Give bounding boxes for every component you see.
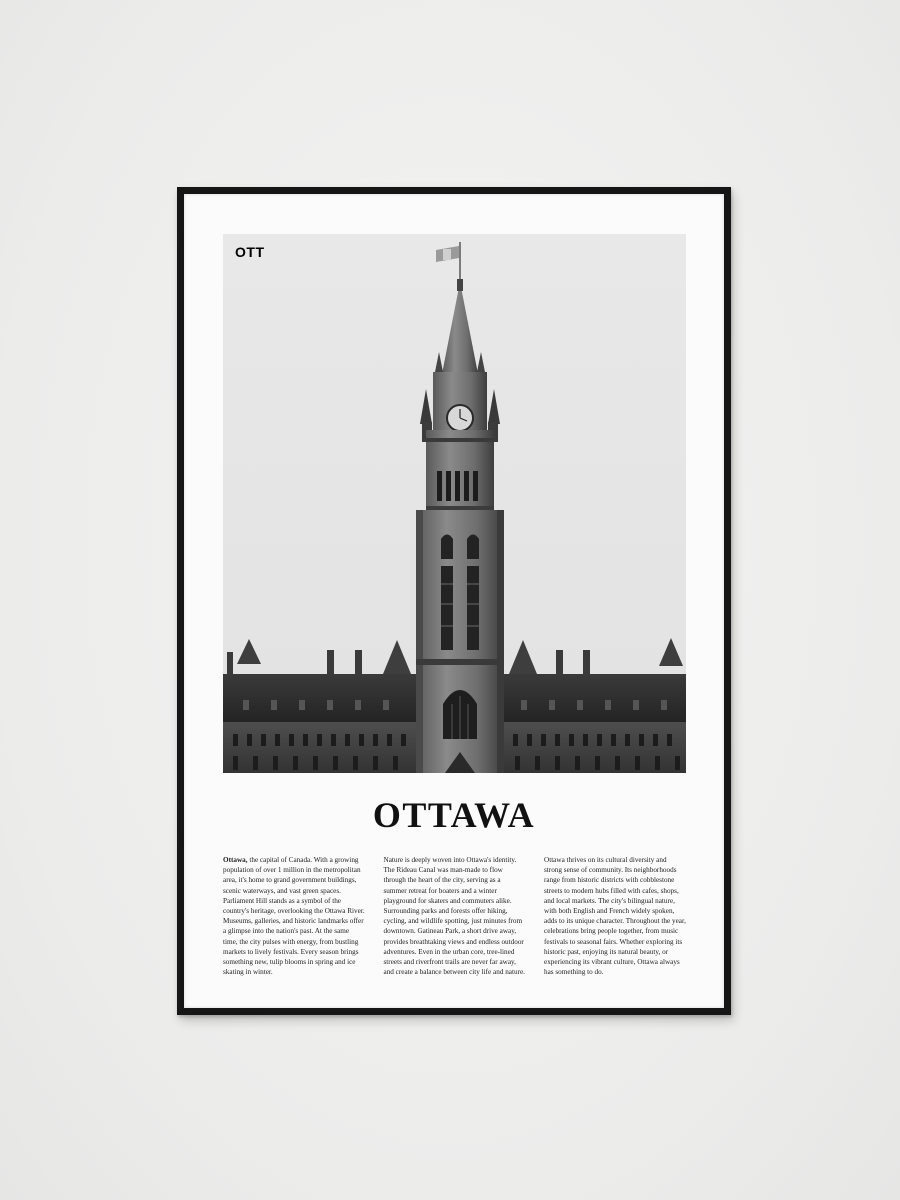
description-columns: [223, 855, 686, 977]
column-1-lead: Ottawa,: [223, 856, 248, 864]
description-column-2: Nature is deeply woven into Ottawa's identity. The Rideau Canal was man-made to flow through the heart of the city, serving as a summer retreat for boaters and a winter playground for skaters and commuters alike. Surrounding parks and forests offer hiking, cycling, and wildlife spotting, just minutes from downtown. Gatineau Park, a short drive away, provides breathtaking views and endless outdoor adventures. Even in the urban core, tree-lined streets and riverfront trails are never far away, and create a balance between city life and nature.: [383, 856, 525, 977]
description-column-3: Ottawa thrives on its cultural diversity and strong sense of community. Its neighborhoods range from historic districts with cobblestone streets to modern hubs filled with cafes, shops, and local markets. The city's bilingual nature, with both English and French widely spoken, adds to its unique character. Throughout the year, celebrations bring people together, from music festivals to seasonal fairs. Whether exploring its historic past, enjoying its natural beauty, or experiencing its vibrant culture, Ottawa always has something to do.: [544, 856, 686, 977]
description-column-1: [223, 855, 365, 977]
parliament-photo: [223, 234, 686, 773]
city-title: OTTAWA: [372, 795, 536, 835]
poster-frame: [177, 187, 731, 1015]
column-1-text: the capital of Canada. With a growing population of over 1 million in the metropolitan area, it's home to grand government buildings, scenic waterways, and vast green spaces. Parliament Hill stands as a symbol of the country's heritage, overlooking the Ottawa River. Museums, galleries, and historic landmarks offer a glimpse into the nation's past. At the same time, the city pulses with energy, from bustling markets to lively festivals. Every season brings something new, tulip blooms in spring and ice skating in winter.: [223, 856, 365, 977]
poster-paper: [184, 194, 724, 1008]
city-code: OTT: [235, 244, 265, 260]
